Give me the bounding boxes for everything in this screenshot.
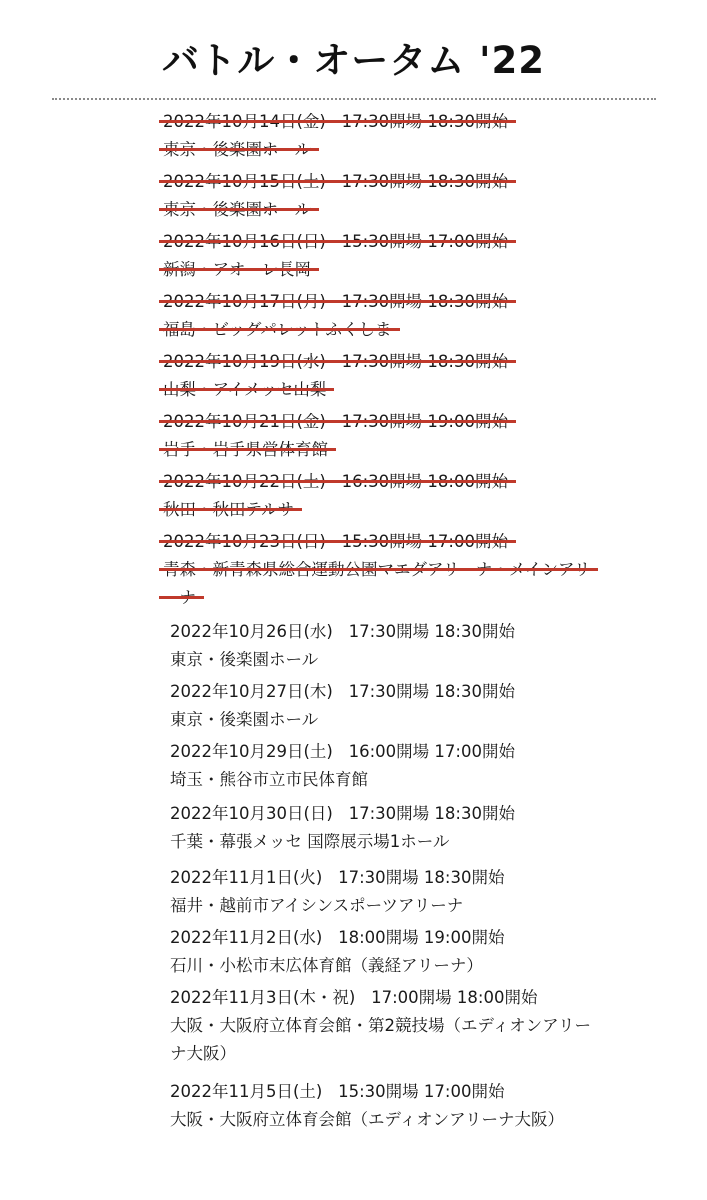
event-item-cancelled xyxy=(163,408,643,464)
event-times: 16:00開場 17:00開始 xyxy=(348,742,515,761)
event-venue xyxy=(163,556,590,584)
strikethrough-line xyxy=(159,360,516,363)
event-venue-line xyxy=(163,584,643,612)
event-datetime-line xyxy=(170,864,650,892)
event-times: 18:00開場 19:00開始 xyxy=(338,928,505,947)
event-datetime-line xyxy=(170,984,650,1012)
event-datetime xyxy=(170,618,515,646)
event-venue: 大阪・大阪府立体育会館（エディオンアリーナ大阪） xyxy=(170,1110,565,1129)
event-venue: 東京・後楽園ホール xyxy=(170,710,319,729)
event-datetime xyxy=(170,800,515,828)
event-item-cancelled xyxy=(163,468,643,524)
event-venue: 埼玉・熊谷市立市民体育館 xyxy=(170,770,368,789)
event-item xyxy=(170,864,650,920)
event-venue xyxy=(163,436,328,464)
strikethrough-line xyxy=(159,180,516,183)
strikethrough-line xyxy=(159,120,516,123)
event-item xyxy=(170,984,650,1068)
event-venue-line xyxy=(163,556,643,584)
event-venue xyxy=(163,256,311,284)
event-datetime xyxy=(163,528,508,556)
event-datetime-line xyxy=(163,468,643,496)
event-datetime-line xyxy=(170,800,650,828)
event-datetime xyxy=(170,924,504,952)
event-datetime xyxy=(170,984,537,1012)
event-datetime xyxy=(170,738,515,766)
event-times: 17:30開場 18:30開始 xyxy=(348,682,515,701)
strikethrough-line xyxy=(159,480,516,483)
event-item xyxy=(170,800,650,856)
event-item xyxy=(170,618,650,674)
event-venue-line xyxy=(170,706,650,734)
event-datetime-line xyxy=(163,288,643,316)
event-venue-line xyxy=(163,436,643,464)
event-venue-line xyxy=(170,646,650,674)
event-venue: 大阪・大阪府立体育会館・第2競技場（エディオンアリーナ大阪） xyxy=(170,1016,592,1063)
event-venue-line xyxy=(170,828,650,856)
event-datetime xyxy=(163,408,508,436)
event-date: 2022年10月29日(土) xyxy=(170,742,333,761)
event-venue: 東京・後楽園ホール xyxy=(170,650,319,669)
event-times: 17:30開場 18:30開始 xyxy=(348,804,515,823)
event-date: 2022年10月30日(日) xyxy=(170,804,333,823)
strikethrough-line xyxy=(159,268,319,271)
event-datetime-line xyxy=(170,678,650,706)
event-venue xyxy=(163,376,326,404)
event-datetime-line xyxy=(163,348,643,376)
event-datetime-line xyxy=(163,528,643,556)
event-datetime xyxy=(170,864,504,892)
strikethrough-line xyxy=(159,508,302,511)
event-datetime-line xyxy=(163,168,643,196)
event-datetime-line xyxy=(163,228,643,256)
event-item xyxy=(170,1078,650,1134)
event-date: 2022年11月1日(火) xyxy=(170,868,323,887)
event-datetime-line xyxy=(170,618,650,646)
strikethrough-line xyxy=(159,148,319,151)
event-datetime xyxy=(170,678,515,706)
event-datetime-line xyxy=(170,924,650,952)
event-times: 15:30開場 17:00開始 xyxy=(338,1082,505,1101)
event-datetime-line xyxy=(163,408,643,436)
event-item xyxy=(170,738,650,794)
page-title: バトル・オータム '22 xyxy=(162,39,545,82)
event-date: 2022年11月2日(水) xyxy=(170,928,323,947)
event-item-cancelled xyxy=(163,228,643,284)
event-venue: 石川・小松市末広体育館（義経アリーナ） xyxy=(170,956,483,975)
event-datetime xyxy=(163,348,508,376)
event-date: 2022年10月27日(木) xyxy=(170,682,333,701)
event-date: 2022年10月26日(水) xyxy=(170,622,333,641)
event-venue-line xyxy=(163,136,643,164)
event-item-cancelled xyxy=(163,528,643,612)
event-venue xyxy=(163,196,311,224)
event-datetime xyxy=(163,468,508,496)
event-venue-line xyxy=(170,766,650,794)
event-venue-continued xyxy=(163,584,196,612)
event-venue xyxy=(163,316,392,344)
event-venue-line xyxy=(163,196,643,224)
event-datetime-line xyxy=(163,108,643,136)
event-venue-line xyxy=(170,952,650,980)
event-venue-line xyxy=(163,376,643,404)
strikethrough-line xyxy=(159,540,516,543)
event-venue-line xyxy=(163,496,643,524)
strikethrough-line xyxy=(159,388,334,391)
event-datetime xyxy=(163,168,508,196)
event-venue-line xyxy=(163,256,643,284)
event-item-cancelled xyxy=(163,168,643,224)
event-venue-line xyxy=(170,892,650,920)
strikethrough-line xyxy=(159,448,336,451)
event-datetime xyxy=(170,1078,504,1106)
event-datetime-line xyxy=(170,738,650,766)
strikethrough-line xyxy=(159,300,516,303)
event-venue-line xyxy=(170,1106,650,1134)
strikethrough-line xyxy=(159,208,319,211)
event-times: 17:30開場 18:30開始 xyxy=(348,622,515,641)
event-venue: 福井・越前市アイシンスポーツアリーナ xyxy=(170,896,464,915)
event-venue-line xyxy=(170,1012,650,1068)
event-venue: 千葉・幕張メッセ 国際展示場1ホール xyxy=(170,832,450,851)
event-item xyxy=(170,678,650,734)
strikethrough-line xyxy=(159,240,516,243)
event-venue-line xyxy=(163,316,643,344)
event-venue xyxy=(163,496,294,524)
strikethrough-line xyxy=(159,596,204,599)
event-datetime xyxy=(163,228,508,256)
event-datetime-line xyxy=(170,1078,650,1106)
event-date: 2022年11月5日(土) xyxy=(170,1082,323,1101)
event-times: 17:30開場 18:30開始 xyxy=(338,868,505,887)
event-datetime xyxy=(163,108,508,136)
strikethrough-line xyxy=(159,328,400,331)
event-item-cancelled xyxy=(163,348,643,404)
strikethrough-line xyxy=(159,568,598,571)
event-times: 17:00開場 18:00開始 xyxy=(371,988,538,1007)
event-venue xyxy=(163,136,311,164)
event-date: 2022年11月3日(木・祝) xyxy=(170,988,356,1007)
event-datetime xyxy=(163,288,508,316)
event-item xyxy=(170,924,650,980)
event-item-cancelled xyxy=(163,108,643,164)
title-divider xyxy=(52,98,656,100)
strikethrough-line xyxy=(159,420,516,423)
event-item-cancelled xyxy=(163,288,643,344)
